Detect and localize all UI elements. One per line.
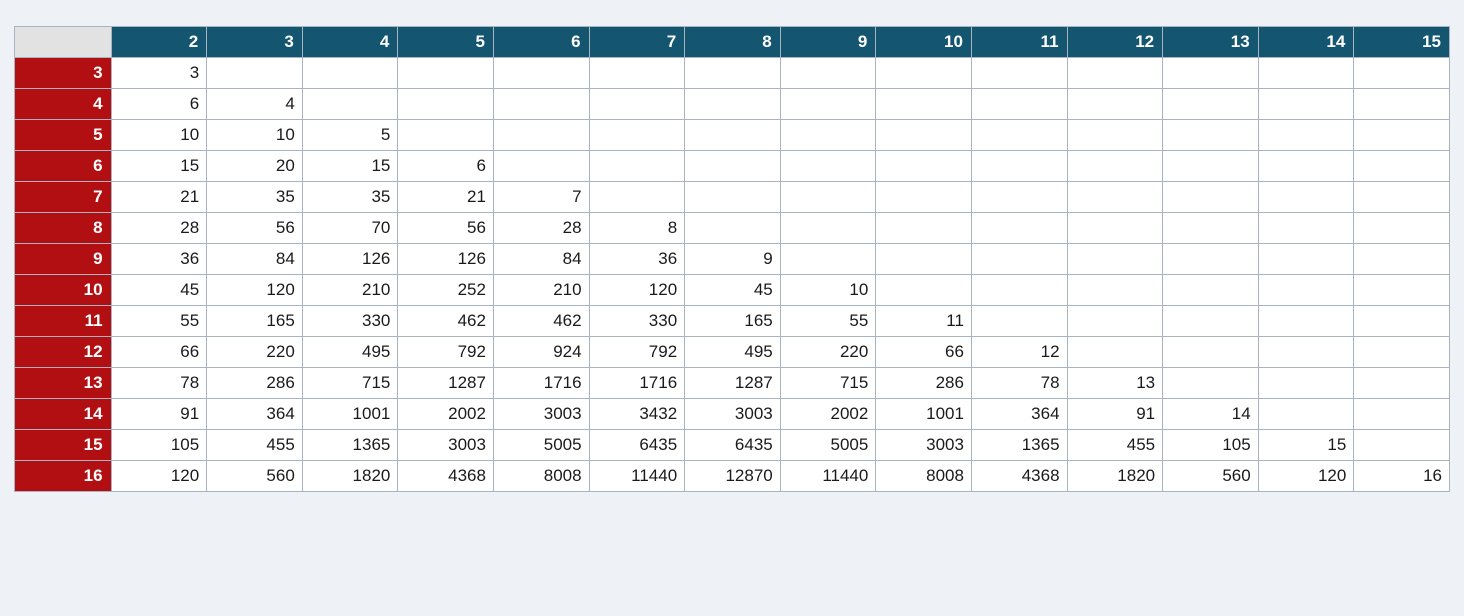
cell-r1-c3[interactable]: [398, 89, 494, 120]
cell-r7-c12[interactable]: [1258, 275, 1354, 306]
table-row: [15, 89, 1450, 120]
cell-r7-c5[interactable]: 120: [589, 275, 685, 306]
cell-r4-c12[interactable]: [1258, 182, 1354, 213]
cell-r7-c8[interactable]: [876, 275, 972, 306]
cell-r11-c0[interactable]: 91: [111, 399, 207, 430]
column-header-7[interactable]: 7: [589, 27, 685, 58]
cell-r4-c13[interactable]: [1354, 182, 1450, 213]
row-header-12[interactable]: 12: [15, 337, 112, 368]
cell-r8-c5[interactable]: 330: [589, 306, 685, 337]
cell-r13-c1[interactable]: 560: [207, 461, 303, 492]
binomial-coefficient-table: [14, 26, 1450, 492]
cell-r12-c11[interactable]: 105: [1163, 430, 1259, 461]
cell-r6-c11[interactable]: [1163, 244, 1259, 275]
cell-r12-c0[interactable]: 105: [111, 430, 207, 461]
cell-r3-c2[interactable]: 15: [302, 151, 398, 182]
cell-r1-c0[interactable]: 6: [111, 89, 207, 120]
column-header-3[interactable]: 3: [207, 27, 303, 58]
cell-r12-c3[interactable]: 3003: [398, 430, 494, 461]
table-row: [15, 213, 1450, 244]
cell-r8-c4[interactable]: 462: [493, 306, 589, 337]
cell-r7-c9[interactable]: [971, 275, 1067, 306]
cell-r13-c2[interactable]: 1820: [302, 461, 398, 492]
cell-r10-c9[interactable]: 78: [971, 368, 1067, 399]
row-header-6[interactable]: 6: [15, 151, 112, 182]
cell-r4-c6[interactable]: [685, 182, 781, 213]
cell-r13-c3[interactable]: 4368: [398, 461, 494, 492]
cell-r4-c3[interactable]: 21: [398, 182, 494, 213]
table-row: [15, 244, 1450, 275]
cell-r0-c13[interactable]: [1354, 58, 1450, 89]
cell-r9-c8[interactable]: 66: [876, 337, 972, 368]
cell-r0-c10[interactable]: [1067, 58, 1163, 89]
table-row: [15, 151, 1450, 182]
cell-r6-c12[interactable]: [1258, 244, 1354, 275]
cell-r4-c1[interactable]: 35: [207, 182, 303, 213]
table-body: [15, 58, 1450, 492]
cell-r0-c2[interactable]: [302, 58, 398, 89]
cell-r8-c12[interactable]: [1258, 306, 1354, 337]
cell-r5-c12[interactable]: [1258, 213, 1354, 244]
cell-r6-c9[interactable]: [971, 244, 1067, 275]
cell-r9-c12[interactable]: [1258, 337, 1354, 368]
row-header-13[interactable]: 13: [15, 368, 112, 399]
cell-r5-c8[interactable]: [876, 213, 972, 244]
cell-r1-c7[interactable]: [780, 89, 876, 120]
cell-r5-c7[interactable]: [780, 213, 876, 244]
cell-r10-c3[interactable]: 1287: [398, 368, 494, 399]
cell-r2-c2[interactable]: 5: [302, 120, 398, 151]
cell-r3-c4[interactable]: [493, 151, 589, 182]
cell-r11-c9[interactable]: 364: [971, 399, 1067, 430]
cell-r10-c4[interactable]: 1716: [493, 368, 589, 399]
cell-r8-c13[interactable]: [1354, 306, 1450, 337]
table-header: [15, 27, 1450, 58]
column-header-6[interactable]: 6: [493, 27, 589, 58]
cell-r13-c6[interactable]: 12870: [685, 461, 781, 492]
cell-r5-c6[interactable]: [685, 213, 781, 244]
cell-r0-c9[interactable]: [971, 58, 1067, 89]
cell-r12-c10[interactable]: 455: [1067, 430, 1163, 461]
cell-r12-c2[interactable]: 1365: [302, 430, 398, 461]
cell-r7-c0[interactable]: 45: [111, 275, 207, 306]
cell-r3-c3[interactable]: 6: [398, 151, 494, 182]
cell-r8-c2[interactable]: 330: [302, 306, 398, 337]
row-header-5[interactable]: 5: [15, 120, 112, 151]
cell-r2-c10[interactable]: [1067, 120, 1163, 151]
cell-r4-c11[interactable]: [1163, 182, 1259, 213]
cell-r3-c1[interactable]: 20: [207, 151, 303, 182]
cell-r4-c7[interactable]: [780, 182, 876, 213]
cell-r13-c7[interactable]: 11440: [780, 461, 876, 492]
table-row: [15, 430, 1450, 461]
cell-r13-c13[interactable]: 16: [1354, 461, 1450, 492]
cell-r1-c8[interactable]: [876, 89, 972, 120]
cell-r11-c10[interactable]: 91: [1067, 399, 1163, 430]
table-row: [15, 461, 1450, 492]
cell-r10-c6[interactable]: 1287: [685, 368, 781, 399]
cell-r7-c1[interactable]: 120: [207, 275, 303, 306]
cell-r13-c4[interactable]: 8008: [493, 461, 589, 492]
cell-r11-c13[interactable]: [1354, 399, 1450, 430]
cell-r9-c9[interactable]: 12: [971, 337, 1067, 368]
cell-r9-c4[interactable]: 924: [493, 337, 589, 368]
header-row: [15, 27, 1450, 58]
cell-r9-c7[interactable]: 220: [780, 337, 876, 368]
table-row: [15, 306, 1450, 337]
cell-r7-c4[interactable]: 210: [493, 275, 589, 306]
cell-r13-c12[interactable]: 120: [1258, 461, 1354, 492]
cell-r4-c8[interactable]: [876, 182, 972, 213]
cell-r6-c1[interactable]: 84: [207, 244, 303, 275]
cell-r2-c1[interactable]: 10: [207, 120, 303, 151]
cell-r1-c4[interactable]: [493, 89, 589, 120]
column-header-5[interactable]: 5: [398, 27, 494, 58]
cell-r4-c5[interactable]: [589, 182, 685, 213]
cell-r10-c0[interactable]: 78: [111, 368, 207, 399]
cell-r6-c2[interactable]: 126: [302, 244, 398, 275]
row-header-11[interactable]: 11: [15, 306, 112, 337]
cell-r10-c1[interactable]: 286: [207, 368, 303, 399]
cell-r3-c6[interactable]: [685, 151, 781, 182]
cell-r1-c10[interactable]: [1067, 89, 1163, 120]
cell-r7-c3[interactable]: 252: [398, 275, 494, 306]
cell-r4-c10[interactable]: [1067, 182, 1163, 213]
cell-r6-c8[interactable]: [876, 244, 972, 275]
cell-r12-c7[interactable]: 5005: [780, 430, 876, 461]
cell-r5-c3[interactable]: 56: [398, 213, 494, 244]
cell-r7-c7[interactable]: 10: [780, 275, 876, 306]
cell-r3-c13[interactable]: [1354, 151, 1450, 182]
cell-r2-c11[interactable]: [1163, 120, 1259, 151]
cell-r7-c13[interactable]: [1354, 275, 1450, 306]
cell-r6-c6[interactable]: 9: [685, 244, 781, 275]
row-header-14[interactable]: 14: [15, 399, 112, 430]
cell-r2-c12[interactable]: [1258, 120, 1354, 151]
cell-r0-c3[interactable]: [398, 58, 494, 89]
table-corner-cell: [15, 27, 112, 58]
cell-r6-c7[interactable]: [780, 244, 876, 275]
cell-r13-c10[interactable]: 1820: [1067, 461, 1163, 492]
cell-r10-c7[interactable]: 715: [780, 368, 876, 399]
row-header-9[interactable]: 9: [15, 244, 112, 275]
cell-r11-c1[interactable]: 364: [207, 399, 303, 430]
column-header-13[interactable]: 13: [1163, 27, 1259, 58]
cell-r11-c12[interactable]: [1258, 399, 1354, 430]
cell-r0-c12[interactable]: [1258, 58, 1354, 89]
cell-r6-c10[interactable]: [1067, 244, 1163, 275]
cell-r2-c3[interactable]: [398, 120, 494, 151]
cell-r8-c1[interactable]: 165: [207, 306, 303, 337]
cell-r11-c5[interactable]: 3432: [589, 399, 685, 430]
cell-r10-c11[interactable]: [1163, 368, 1259, 399]
table-row: [15, 399, 1450, 430]
cell-r6-c4[interactable]: 84: [493, 244, 589, 275]
cell-r12-c1[interactable]: 455: [207, 430, 303, 461]
cell-r11-c2[interactable]: 1001: [302, 399, 398, 430]
cell-r9-c2[interactable]: 495: [302, 337, 398, 368]
cell-r1-c5[interactable]: [589, 89, 685, 120]
cell-r0-c6[interactable]: [685, 58, 781, 89]
row-header-3[interactable]: 3: [15, 58, 112, 89]
cell-r7-c10[interactable]: [1067, 275, 1163, 306]
cell-r4-c4[interactable]: 7: [493, 182, 589, 213]
cell-r8-c3[interactable]: 462: [398, 306, 494, 337]
cell-r3-c5[interactable]: [589, 151, 685, 182]
cell-r2-c6[interactable]: [685, 120, 781, 151]
cell-r3-c12[interactable]: [1258, 151, 1354, 182]
cell-r2-c13[interactable]: [1354, 120, 1450, 151]
cell-r8-c9[interactable]: [971, 306, 1067, 337]
cell-r10-c12[interactable]: [1258, 368, 1354, 399]
column-header-8[interactable]: 8: [685, 27, 781, 58]
cell-r13-c11[interactable]: 560: [1163, 461, 1259, 492]
table-row: [15, 337, 1450, 368]
column-header-14[interactable]: 14: [1258, 27, 1354, 58]
cell-r1-c1[interactable]: 4: [207, 89, 303, 120]
cell-r4-c9[interactable]: [971, 182, 1067, 213]
row-header-15[interactable]: 15: [15, 430, 112, 461]
cell-r3-c10[interactable]: [1067, 151, 1163, 182]
cell-r1-c13[interactable]: [1354, 89, 1450, 120]
cell-r2-c5[interactable]: [589, 120, 685, 151]
cell-r8-c0[interactable]: 55: [111, 306, 207, 337]
cell-r12-c12[interactable]: 15: [1258, 430, 1354, 461]
cell-r12-c8[interactable]: 3003: [876, 430, 972, 461]
cell-r7-c6[interactable]: 45: [685, 275, 781, 306]
cell-r5-c10[interactable]: [1067, 213, 1163, 244]
cell-r3-c8[interactable]: [876, 151, 972, 182]
table-row: [15, 368, 1450, 399]
cell-r0-c8[interactable]: [876, 58, 972, 89]
cell-r2-c0[interactable]: 10: [111, 120, 207, 151]
cell-r11-c6[interactable]: 3003: [685, 399, 781, 430]
cell-r10-c2[interactable]: 715: [302, 368, 398, 399]
cell-r5-c5[interactable]: 8: [589, 213, 685, 244]
cell-r4-c0[interactable]: 21: [111, 182, 207, 213]
cell-r5-c13[interactable]: [1354, 213, 1450, 244]
cell-r12-c9[interactable]: 1365: [971, 430, 1067, 461]
cell-r12-c4[interactable]: 5005: [493, 430, 589, 461]
cell-r3-c7[interactable]: [780, 151, 876, 182]
cell-r9-c6[interactable]: 495: [685, 337, 781, 368]
cell-r13-c0[interactable]: 120: [111, 461, 207, 492]
cell-r1-c11[interactable]: [1163, 89, 1259, 120]
cell-r0-c4[interactable]: [493, 58, 589, 89]
cell-r2-c7[interactable]: [780, 120, 876, 151]
cell-r1-c12[interactable]: [1258, 89, 1354, 120]
cell-r2-c8[interactable]: [876, 120, 972, 151]
cell-r13-c8[interactable]: 8008: [876, 461, 972, 492]
column-header-15[interactable]: 15: [1354, 27, 1450, 58]
cell-r0-c0[interactable]: 3: [111, 58, 207, 89]
table-row: [15, 120, 1450, 151]
row-header-4[interactable]: 4: [15, 89, 112, 120]
cell-r12-c5[interactable]: 6435: [589, 430, 685, 461]
cell-r7-c11[interactable]: [1163, 275, 1259, 306]
row-header-16[interactable]: 16: [15, 461, 112, 492]
cell-r9-c10[interactable]: [1067, 337, 1163, 368]
cell-r11-c8[interactable]: 1001: [876, 399, 972, 430]
cell-r9-c3[interactable]: 792: [398, 337, 494, 368]
cell-r9-c5[interactable]: 792: [589, 337, 685, 368]
column-header-10[interactable]: 10: [876, 27, 972, 58]
row-header-7[interactable]: 7: [15, 182, 112, 213]
cell-r2-c4[interactable]: [493, 120, 589, 151]
cell-r5-c1[interactable]: 56: [207, 213, 303, 244]
cell-r12-c6[interactable]: 6435: [685, 430, 781, 461]
cell-r4-c2[interactable]: 35: [302, 182, 398, 213]
row-header-8[interactable]: 8: [15, 213, 112, 244]
cell-r0-c5[interactable]: [589, 58, 685, 89]
cell-r11-c3[interactable]: 2002: [398, 399, 494, 430]
column-header-2[interactable]: 2: [111, 27, 207, 58]
table-row: [15, 58, 1450, 89]
cell-r8-c10[interactable]: [1067, 306, 1163, 337]
cell-r5-c4[interactable]: 28: [493, 213, 589, 244]
table-row: [15, 182, 1450, 213]
cell-r2-c9[interactable]: [971, 120, 1067, 151]
cell-r1-c6[interactable]: [685, 89, 781, 120]
cell-r3-c0[interactable]: 15: [111, 151, 207, 182]
row-header-10[interactable]: 10: [15, 275, 112, 306]
cell-r0-c11[interactable]: [1163, 58, 1259, 89]
cell-r5-c2[interactable]: 70: [302, 213, 398, 244]
cell-r6-c5[interactable]: 36: [589, 244, 685, 275]
column-header-9[interactable]: 9: [780, 27, 876, 58]
cell-r8-c6[interactable]: 165: [685, 306, 781, 337]
cell-r9-c13[interactable]: [1354, 337, 1450, 368]
cell-r6-c13[interactable]: [1354, 244, 1450, 275]
cell-r1-c9[interactable]: [971, 89, 1067, 120]
cell-r11-c7[interactable]: 2002: [780, 399, 876, 430]
column-header-11[interactable]: 11: [971, 27, 1067, 58]
cell-r10-c5[interactable]: 1716: [589, 368, 685, 399]
cell-r8-c8[interactable]: 11: [876, 306, 972, 337]
cell-r7-c2[interactable]: 210: [302, 275, 398, 306]
column-header-12[interactable]: 12: [1067, 27, 1163, 58]
cell-r11-c11[interactable]: 14: [1163, 399, 1259, 430]
cell-r10-c13[interactable]: [1354, 368, 1450, 399]
cell-r9-c1[interactable]: 220: [207, 337, 303, 368]
cell-r13-c9[interactable]: 4368: [971, 461, 1067, 492]
cell-r0-c1[interactable]: [207, 58, 303, 89]
cell-r11-c4[interactable]: 3003: [493, 399, 589, 430]
cell-r13-c5[interactable]: 11440: [589, 461, 685, 492]
cell-r9-c11[interactable]: [1163, 337, 1259, 368]
cell-r12-c13[interactable]: [1354, 430, 1450, 461]
cell-r0-c7[interactable]: [780, 58, 876, 89]
cell-r6-c3[interactable]: 126: [398, 244, 494, 275]
cell-r1-c2[interactable]: [302, 89, 398, 120]
cell-r5-c0[interactable]: 28: [111, 213, 207, 244]
cell-r10-c10[interactable]: 13: [1067, 368, 1163, 399]
cell-r5-c11[interactable]: [1163, 213, 1259, 244]
table-row: [15, 275, 1450, 306]
cell-r5-c9[interactable]: [971, 213, 1067, 244]
cell-r3-c11[interactable]: [1163, 151, 1259, 182]
column-header-4[interactable]: 4: [302, 27, 398, 58]
cell-r3-c9[interactable]: [971, 151, 1067, 182]
cell-r10-c8[interactable]: 286: [876, 368, 972, 399]
cell-r8-c11[interactable]: [1163, 306, 1259, 337]
cell-r6-c0[interactable]: 36: [111, 244, 207, 275]
cell-r8-c7[interactable]: 55: [780, 306, 876, 337]
cell-r9-c0[interactable]: 66: [111, 337, 207, 368]
